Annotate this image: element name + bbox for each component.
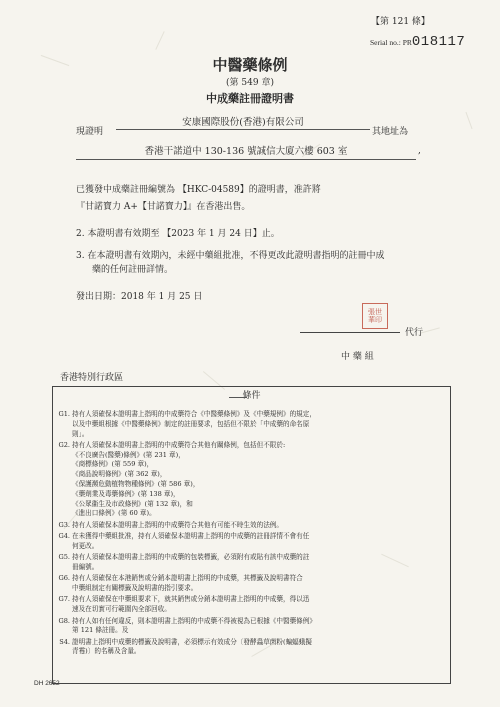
condition-number: G5. [58,553,70,562]
condition-item [58,532,427,552]
condition-text-line: 《公眾衞生及市政條例》(第 132 章)，和 [72,499,193,508]
condition-text-line: 持有人如有任何違反，則本證明書上指明的中成藥不得被視為已根據《中醫藥條例》 [72,616,316,625]
chapter-number: (第 549 章) [226,78,274,88]
condition-item [58,595,427,615]
condition-number: G8. [58,616,70,625]
condition-item [58,553,427,573]
condition-number: G7. [58,595,70,604]
condition-item [58,440,427,519]
condition-item [58,410,427,439]
condition-text-line: 則」。 [72,429,89,438]
condition-text-line: 持有人須確保本證明書上指明的中成藥符合其他有可能不時生效的法例。 [72,520,283,529]
condition-item [59,637,427,658]
condition-text-line: 《進出口條例》(第 60 章)。 [72,509,156,518]
seal-text: 張世華印 [368,308,382,324]
address-label: 其地址為 [372,127,409,137]
condition-number: G6. [58,574,70,583]
condition-text-line: 在未獲得中藥組批准，持有人須確保本證明書上指明的中成藥的註冊詳情不會有任 [72,532,310,541]
region-label: 香港特別行政區 [60,373,124,383]
condition-text-line: 持有人須確保在本港銷售或分銷本證明書上指明的中成藥，其標籤及說明書符合 [72,574,303,583]
condition-text-line: 青霉)〕的名稱及含量。 [72,647,141,656]
condition-text-line: 《不良廣告(醫藥)條例》(第 231 章)， [72,450,185,459]
conditions-title: 條件 [242,391,261,401]
condition-text-line: 冊編號。 [72,562,99,571]
condition-text-line: 證明書上指明中成藥的標籤及說明書，必須標示有效成分〔發酵蟲草菌粉(蝙蝠蛾擬 [72,637,312,646]
condition-text-line: 持有人須確保在中藥組要求下，就其銷售或分銷本證明書上指明的中成藥，得以迅 [72,595,310,604]
form-code: DH 2652 [34,680,60,687]
issue-date: 發出日期：2018 年 1 月 25 日 [76,292,203,302]
item-1-line-2: 『甘諾寶力 A+【甘諾寶力】』在香港出售。 [76,202,251,212]
serial-number-line [370,30,465,50]
condition-text-line: 持有人須確保本證明書上指明的中成藥符合其他有關條例，包括但不限於: [72,440,286,449]
certificate-title: 中成藥註冊證明書 [206,92,294,105]
condition-item [58,574,427,594]
condition-text-line: 速及在切實可行範圍內全部回收。 [72,605,171,614]
condition-number: G4. [58,532,70,541]
condition-text-line: 持有人須確保本證明書上指明的中成藥符合《中醫藥條例》及《中藥規例》的規定， [72,410,316,418]
serial-number: 018117 [411,34,466,50]
condition-number: G3. [58,520,70,529]
section-number: 【第 121 條】 [371,17,430,27]
serial-label: Serial no.: PR [370,38,412,47]
condition-item [58,520,427,531]
item-3-line-2: 藥的任何註冊詳情。 [92,265,174,275]
condition-text-line: 第 121 條註冊。及 [72,626,129,635]
condition-number: G1. [58,410,70,418]
condition-number: S4. [59,637,70,646]
item-2: 2. 本證明書有效期至 【2023 年 1 月 24 日】止。 [76,229,280,239]
signature-line [300,332,400,333]
condition-text-line: 以及中藥組根據《中醫藥條例》制定的註冊要求，包括但不限於「中成藥的命名原 [72,419,310,428]
item-3-line-1: 3. 在本證明書有效期內，未經中藥組批准，不得更改此證明書指明的註冊中成 [76,251,385,261]
condition-text-line: 《商品說明條例》(第 362 章)， [72,470,167,479]
official-seal [362,303,388,329]
condition-text-line: 持有人須確保本證明書上指明的中成藥的包裝標籤，必須附有或貼有該中成藥的註 [72,553,310,562]
condition-text-line: 《商標條例》(第 559 章)， [72,460,154,469]
applicant-name: 安康國際股份(香港)有限公司 [116,114,370,130]
condition-number: G2. [58,440,70,449]
condition-text-line: 中藥組制定有關標籤及說明書的指引要求。 [72,584,198,593]
address: 香港干諾道中 130-136 號誠信大廈六樓 603 室 [76,143,416,160]
certify-prefix: 現證明 [76,127,104,137]
item-1-line-1: 已獲發中成藥註冊編號為 【HKC-04589】的證明書，准許將 [76,185,321,195]
conditions-title-rule-left [229,397,247,398]
condition-text-line: 《藥劑業及毒藥條例》(第 138 章)， [72,489,180,498]
address-comma: , [418,146,421,156]
condition-item [58,616,427,637]
condition-text-line: 何更改。 [72,541,99,550]
ordinance-title: 中醫藥條例 [212,56,288,74]
condition-text-line: 《保護瀕危動植物物種條例》(第 586 章)， [72,480,200,489]
agent-label: 代行 [405,328,424,338]
issuing-board: 中 藥 組 [341,352,374,362]
